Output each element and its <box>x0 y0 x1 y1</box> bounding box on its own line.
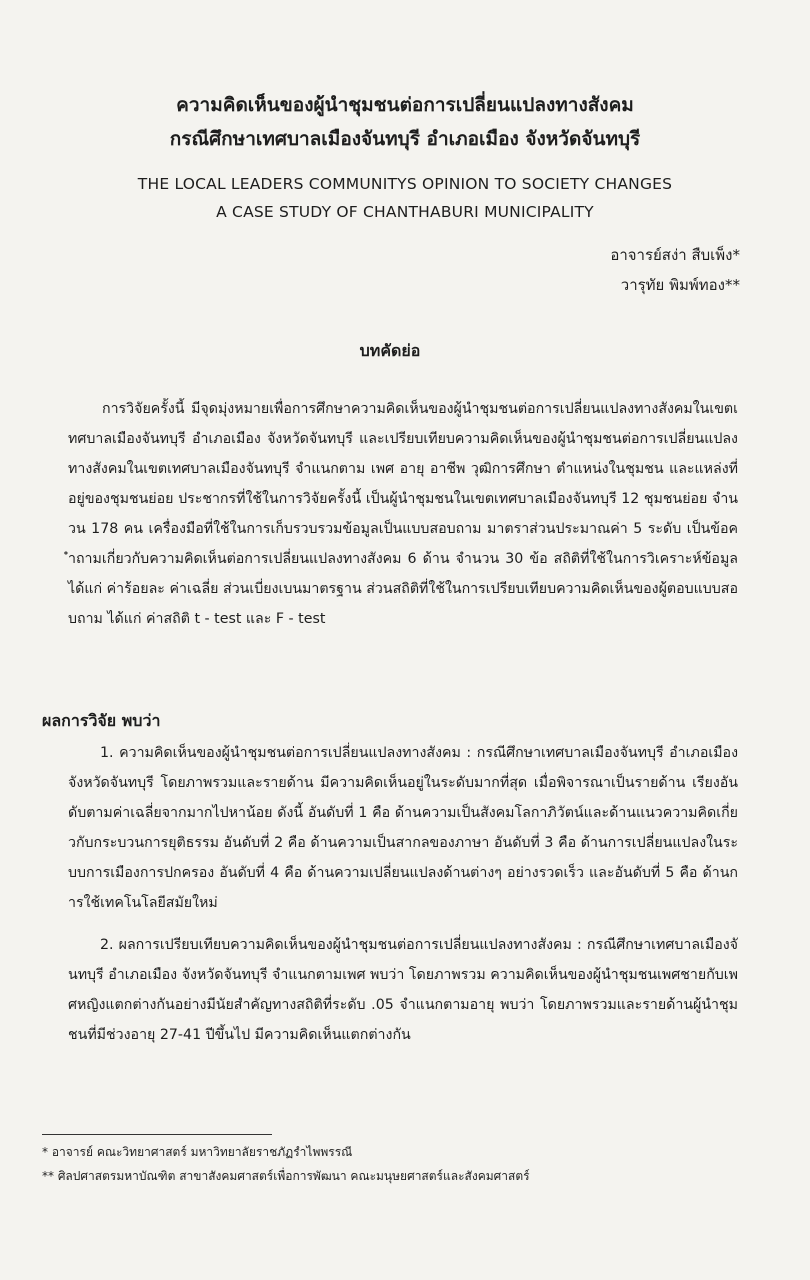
abstract-heading: บทคัดย่อ <box>359 341 421 360</box>
footnote-2: ** ศิลปศาสตรมหาบัณฑิต สาขาสังคมศาสตร์เพื่อการพัฒนา คณะมนุษยศาสตร์และสังคมศาสตร์ <box>42 1169 530 1183</box>
author-1: อาจารย์สง่า สืบเพ็ง* <box>610 246 740 264</box>
title-thai-line-2: กรณีศึกษาเทศบาลเมืองจันทบุรี อำเภอเมือง จังหวัดจันทบุรี <box>169 128 641 150</box>
result-item-2: 2. ผลการเปรียบเทียบความคิดเห็นของผู้นำชุมชนต่อการเปลี่ยนแปลงทางสังคม : กรณีศึกษาเทศบาลเมืองจันทบุรี อำเภอเมือง จังหวัดจันทบุรี จำแนกตามเพศ พบว่า โดยภาพรวม ความคิดเห็นของผู้นำชุมชนเพศชายกับเพศหญิงแตกต่างกันอย่างมีนัยสำคัญทางสถิติที่ระดับ .05 จำแนกตามอายุ พบว่า โดยภาพรวมและรายด้านผู้นำชุมชนที่มีช่วงอายุ 27-41 ปีขึ้นไป มีความคิดเห็นแตกต่างกัน <box>68 937 738 1043</box>
title-thai-line-1: ความคิดเห็นของผู้นำชุมชนต่อการเปลี่ยนแปลงทางสังคม <box>176 94 634 116</box>
title-english-line-1: THE LOCAL LEADERS COMMUNITYS OPINION TO SOCIETY CHANGES <box>137 175 673 193</box>
abstract-paragraph: การวิจัยครั้งนี้ มีจุดมุ่งหมายเพื่อการศึกษาความคิดเห็นของผู้นำชุมชนต่อการเปลี่ยนแปลงทางสังคมในเขตเทศบาลเมืองจันทบุรี อำเภอเมือง จังหวัดจันทบุรี และเปรียบเทียบความคิดเห็นของผู้นำชุมชนต่อการเปลี่ยนแปลงทางสังคมในเขตเทศบาลเมืองจันทบุรี จำแนกตาม เพศ อายุ อาชีพ วุฒิการศึกษา ตำแหน่งในชุมชน และแหล่งที่อยู่ของชุมชนย่อย ประชากรที่ใช้ในการวิจัยครั้งนี้ เป็นผู้นำชุมชนในเขตเทศบาลเมืองจันทบุรี 12 ชุมชนย่อย จำนวน 178 คน เครื่องมือที่ใช้ในการเก็บรวบรวมข้อมูลเป็นแบบสอบถาม มาตราส่วนประมาณค่า 5 ระดับ เป็นข้อคำถามเกี่ยวกับความคิดเห็นต่อการเปลี่ยนแปลงทางสังคม 6 ด้าน จำนวน 30 ข้อ สถิติที่ใช้ในการวิเคราะห์ข้อมูล ได้แก่ ค่าร้อยละ ค่าเฉลี่ย ส่วนเบี่ยงเบนมาตรฐาน ส่วนสถิติที่ใช้ในการเปรียบเทียบความคิดเห็นของผู้ตอบแบบสอบถาม ได้แก่ ค่าสถิติ t - test และ F - test <box>68 401 738 627</box>
results-heading: ผลการวิจัย พบว่า <box>42 711 161 730</box>
author-2: วารุทัย พิมพ์ทอง** <box>620 276 740 294</box>
result-item-1: 1. ความคิดเห็นของผู้นำชุมชนต่อการเปลี่ยนแปลงทางสังคม : กรณีศึกษาเทศบาลเมืองจันทบุรี อำเภอเมือง จังหวัดจันทบุรี โดยภาพรวมและรายด้าน มีความคิดเห็นอยู่ในระดับมากที่สุด เมื่อพิจารณาเป็นรายด้าน เรียงอันดับตามค่าเฉลี่ยจากมากไปหาน้อย ดังนี้ อันดับที่ 1 คือ ด้านความเป็นสังคมโลกาภิวัตน์และด้านแนวความคิดเกี่ยวกับกระบวนการยุติธรรม อันดับที่ 2 คือ ด้านความเป็นสากลของภาษา อันดับที่ 3 คือ ด้านการเปลี่ยนแปลงในระบบการเมืองการปกครอง อันดับที่ 4 คือ ด้านความเปลี่ยนแปลงด้านต่างๆ อย่างรวดเร็ว และอันดับที่ 5 คือ ด้านการใช้เทคโนโลยีสมัยใหม่ <box>68 745 738 911</box>
footnote-1: * อาจารย์ คณะวิทยาศาสตร์ มหาวิทยาลัยราชภัฏรำไพพรรณี <box>42 1145 353 1159</box>
title-english-line-2: A CASE STUDY OF CHANTHABURI MUNICIPALITY <box>216 203 594 221</box>
footnote-divider <box>42 1134 272 1135</box>
